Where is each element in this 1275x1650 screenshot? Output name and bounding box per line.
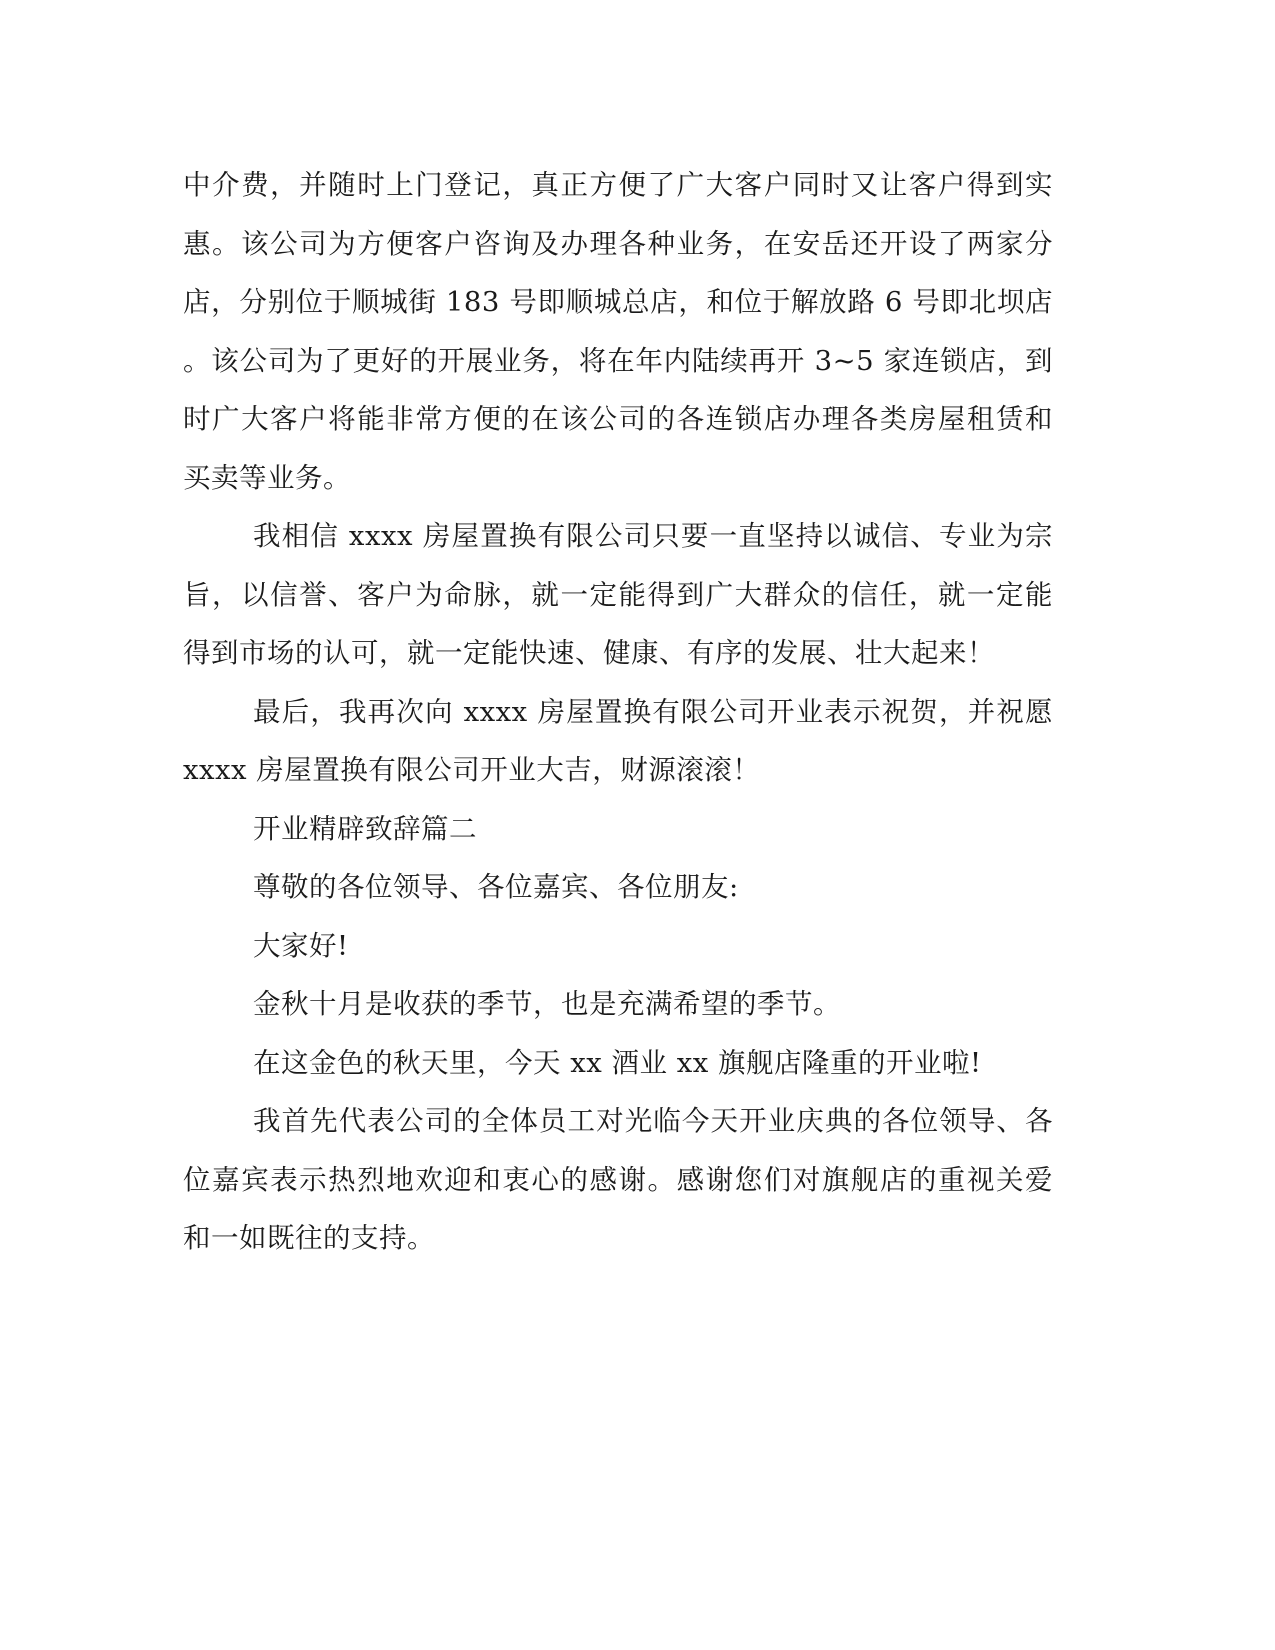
text-line: 得到市场的认可，就一定能快速、健康、有序的发展、壮大起来！ xyxy=(183,637,995,669)
text-line: xxxx 房屋置换有限公司开业大吉，财源滚滚！ xyxy=(183,754,761,786)
text-line: 在这金色的秋天里，今天 xx 酒业 xx 旗舰店隆重的开业啦! xyxy=(253,1046,982,1079)
text-line: 时广大客户将能非常方便的在该公司的各连锁店办理各类房屋租赁和 xyxy=(183,403,1053,435)
text-line: 我首先代表公司的全体员工对光临今天开业庆典的各位领导、各 xyxy=(253,1105,1053,1137)
body-text xyxy=(183,156,1053,1268)
text-line: 惠。该公司为方便客户咨询及办理各种业务，在安岳还开设了两家分 xyxy=(183,227,1053,260)
section-heading: 开业精辟致辞篇二 xyxy=(253,812,477,845)
text-line: 中介费，并随时上门登记，真正方便了广大客户同时又让客户得到实 xyxy=(183,169,1053,201)
text-line: 金秋十月是收获的季节，也是充满希望的季节。 xyxy=(253,988,841,1020)
text-line: 我相信 xxxx 房屋置换有限公司只要一直坚持以诚信、专业为宗 xyxy=(253,520,1053,552)
text-line: 买卖等业务。 xyxy=(183,461,351,494)
text-line: 位嘉宾表示热烈地欢迎和衷心的感谢。感谢您们对旗舰店的重视关爱 xyxy=(183,1163,1053,1196)
text-line: 和一如既往的支持。 xyxy=(183,1222,435,1254)
text-line: 。该公司为了更好的开展业务，将在年内陆续再开 3~5 家连锁店，到 xyxy=(183,344,1053,377)
text-line: 店，分别位于顺城街 183 号即顺城总店，和位于解放路 6 号即北坝店 xyxy=(183,286,1053,318)
salutation: 尊敬的各位领导、各位嘉宾、各位朋友: xyxy=(253,871,739,903)
text-line: 旨，以信誉、客户为命脉，就一定能得到广大群众的信任，就一定能 xyxy=(183,578,1053,611)
greeting: 大家好! xyxy=(253,929,349,962)
text-line: 最后，我再次向 xxxx 房屋置换有限公司开业表示祝贺，并祝愿 xyxy=(253,695,1053,728)
